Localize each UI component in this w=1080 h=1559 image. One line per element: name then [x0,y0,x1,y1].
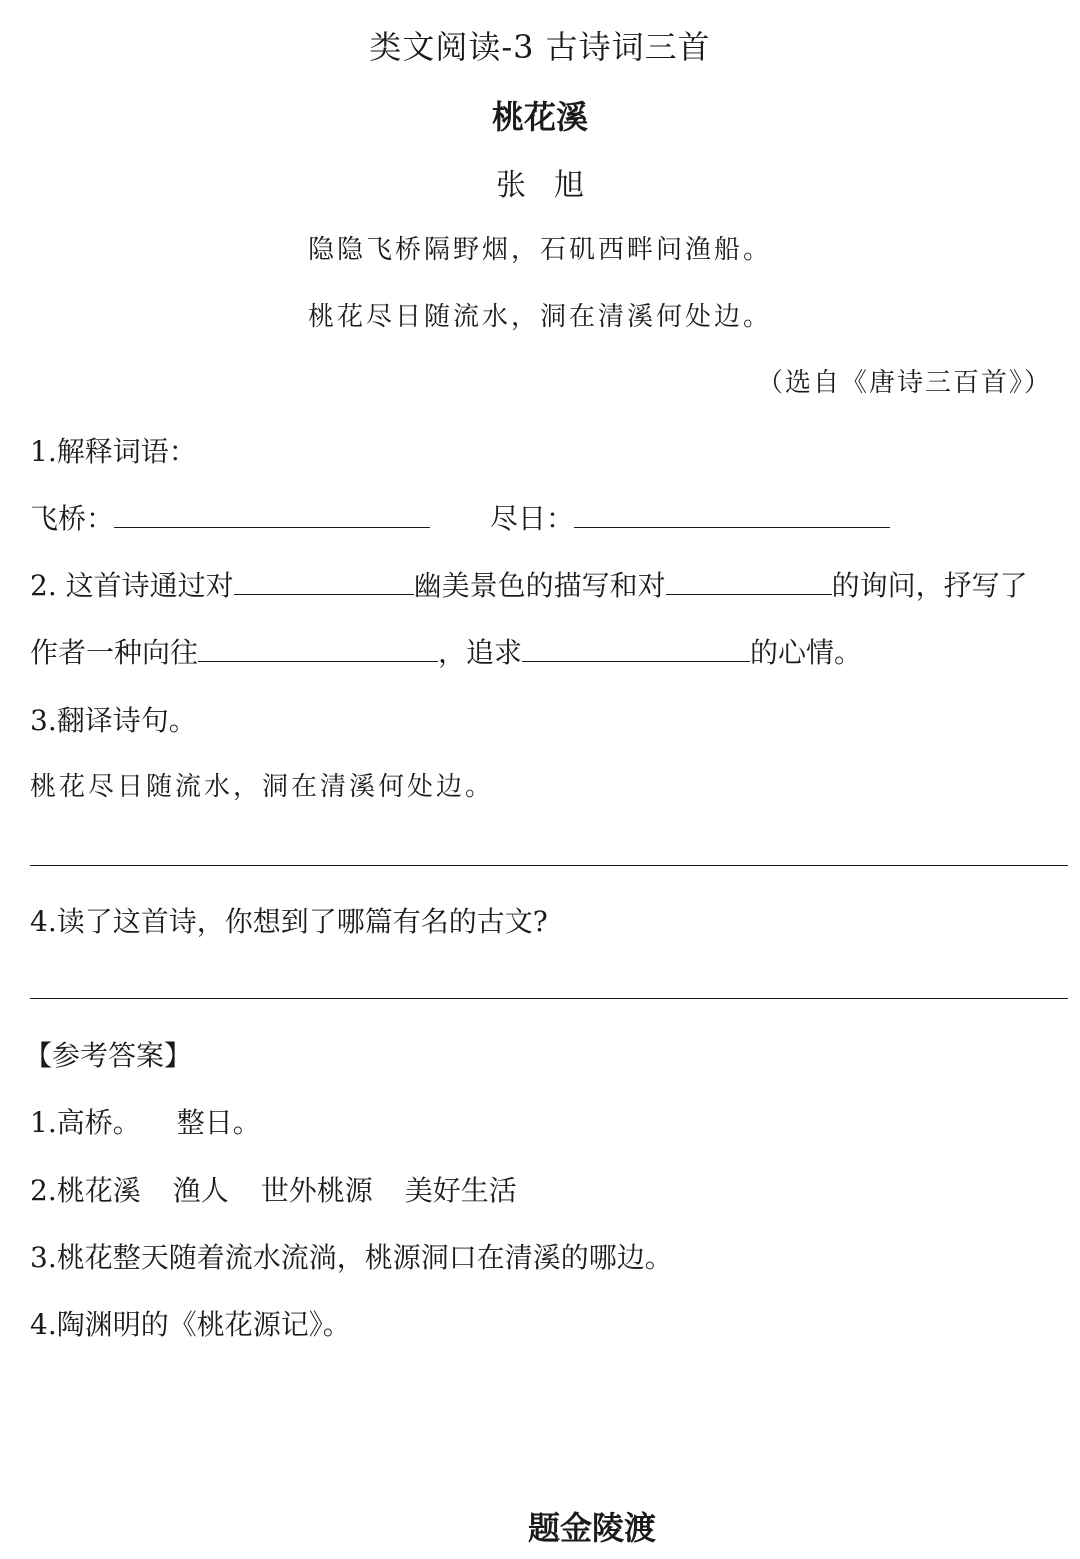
answer-1-number: 1. [30,1106,57,1139]
answer-2-item: 桃花溪 [56,1174,141,1207]
q2-text-5: ，追求 [438,636,523,669]
answer-blank-feiqiao[interactable] [114,497,430,528]
answer-4: 4.陶渊明的《桃花源记》。 [30,1308,351,1341]
poem-author: 张旭 [496,168,612,203]
answer-1 [30,1101,261,1141]
question-2-line-1 [30,564,1028,604]
next-poem-title: 题金陵渡 [528,1509,657,1547]
question-3-poem-line: 桃花尽日随流水，洞在清溪何处边。 [30,772,495,802]
answer-key-heading: 【参考答案】 [24,1039,193,1072]
q2-text-6: 的心情。 [750,636,863,669]
q2-blank-1[interactable] [234,564,414,595]
q2-text-2: 幽美景色的描写和对 [413,569,666,602]
question-4-answer-line[interactable] [30,998,1068,999]
poem-line-2: 桃花尽日随流水，洞在清溪何处边。 [307,302,772,332]
poem-source: （选自《唐诗三百首》） [756,368,1052,398]
question-4-prompt: 4.读了这首诗，你想到了哪篇有名的古文? [30,905,548,938]
term-label-jinri: 尽日： [490,502,575,535]
question-1-row [30,497,890,537]
answer-1-item: 整日。 [176,1106,261,1139]
document-title: 类文阅读-3 古诗词三首 [369,28,711,66]
answer-2-item: 美好生活 [404,1174,517,1207]
q2-blank-2[interactable] [666,564,832,595]
q2-blank-3[interactable] [198,631,438,662]
q2-text-3: 的询问，抒写了 [831,569,1028,602]
poem-line-1: 隐隐飞桥隔野烟，石矶西畔问渔船。 [307,235,772,265]
answer-2-item: 世外桃源 [260,1174,373,1207]
q2-blank-4[interactable] [522,631,750,662]
q2-text-1: 2. 这首诗通过对 [30,569,234,602]
answer-2-number: 2. [30,1174,57,1207]
answer-1-item: 高桥。 [56,1106,141,1139]
answer-3: 3.桃花整天随着流水流淌，桃源洞口在清溪的哪边。 [30,1241,673,1274]
question-3-answer-line[interactable] [30,865,1068,866]
question-1-prompt: 1.解释词语： [30,435,197,468]
term-label-feiqiao: 飞桥： [30,502,115,535]
answer-blank-jinri[interactable] [574,497,890,528]
question-2-line-2 [30,631,862,671]
question-3-prompt: 3.翻译诗句。 [30,704,197,737]
answer-2-item: 渔人 [172,1174,229,1207]
answer-2 [30,1169,517,1209]
poem-title: 桃花溪 [491,98,588,136]
q2-text-4: 作者一种向往 [30,636,199,669]
